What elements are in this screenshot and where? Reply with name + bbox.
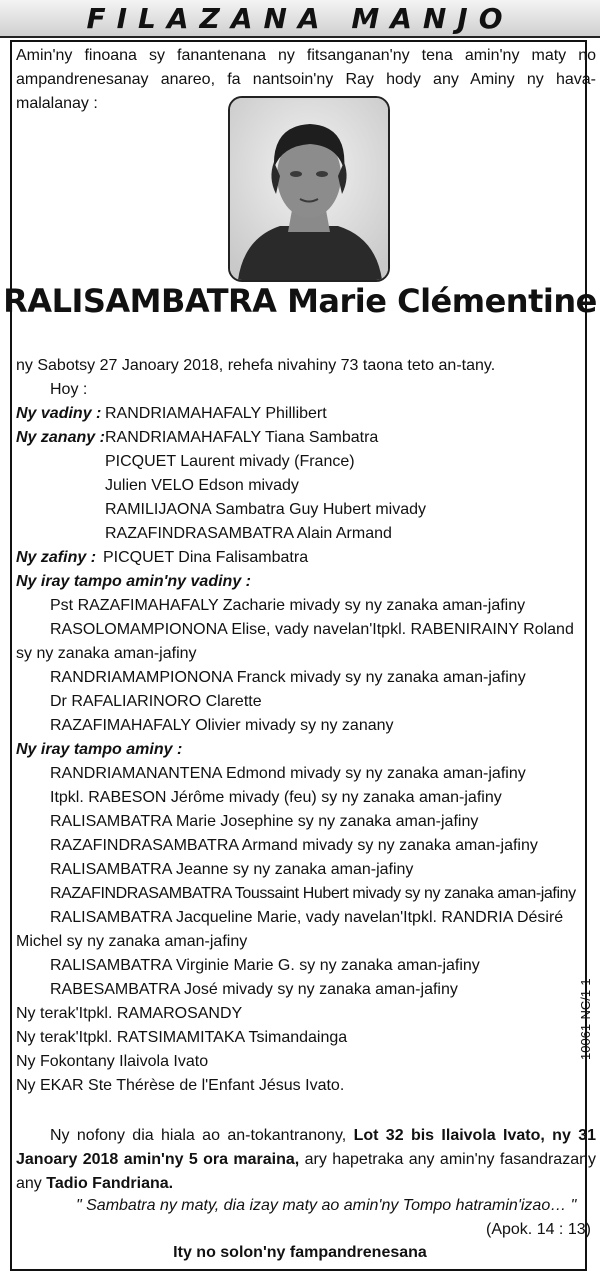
spouse-sibling: RASOLOMAMPIONONA Elise, vady navelan'Itpkl. RABENIRAINY Roland <box>50 621 574 638</box>
child-name: RANDRIAMAHAFALY Tiana Sambatra <box>105 429 379 446</box>
quote-reference: (Apok. 14 : 13) <box>486 1221 591 1238</box>
child-name: PICQUET Laurent mivady (France) <box>105 453 355 470</box>
header-title: FILAZANA MANJO <box>86 2 514 35</box>
sibling: Itpkl. RABESON Jérôme mivady (feu) sy ny zanaka aman-jafiny <box>50 789 502 806</box>
children-label: Ny zanany : <box>16 429 105 446</box>
sibling: RAZAFINDRASAMBATRA Armand mivady sy ny zanaka aman-jafiny <box>50 837 538 854</box>
intro-paragraph: Amin'ny finoana sy fanantenana ny fitsanganan'ny tena amin'ny maty no ampandrenesanay anareo, fa nantsoin'ny Ray hody any Aminy ny hava-malalanay : <box>16 47 596 112</box>
spouse-sibling: Pst RAZAFIMAHAFALY Zacharie mivady sy ny zanaka aman-jafiny <box>50 597 526 614</box>
burial-place: Tadio Fandriana. <box>46 1175 174 1192</box>
spouse-label: Ny vadiny : <box>16 405 102 422</box>
spouse-sibling-cont: sy ny zanaka aman-jafiny <box>16 645 197 662</box>
community-line: Ny Fokontany Ilaivola Ivato <box>16 1053 209 1070</box>
relatives-line: Ny terak'Itpkl. RATSIMAMITAKA Tsimandainga <box>16 1029 348 1046</box>
spouse-sibling: RANDRIAMAMPIONONA Franck mivady sy ny zanaka aman-jafiny <box>50 669 526 686</box>
death-date-line: ny Sabotsy 27 Janoary 2018, rehefa nivahiny 73 taona teto an-tany. <box>16 357 496 374</box>
ad-reference-code: 10061-NC/1-1 <box>578 978 593 1060</box>
spouse-name: RANDRIAMAHAFALY Phillibert <box>105 405 327 422</box>
closing-line: Ity no solon'ny fampandrenesana <box>173 1244 427 1261</box>
sibling: RALISAMBATRA Jacqueline Marie, vady navelan'Itpkl. RANDRIA Désiré <box>50 909 564 926</box>
relatives-line: Ny terak'Itpkl. RAMAROSANDY <box>16 1005 243 1022</box>
funeral-location: Lot 32 bis Ilaivola Ivato, ny 31 Janoary 2018 amin'ny 5 ora maraina, <box>16 1127 597 1168</box>
bible-quote: " Sambatra ny maty, dia izay maty ao amin'ny Tompo hatramin'izao… " <box>76 1197 577 1214</box>
siblings-label: Ny iray tampo aminy : <box>16 741 183 758</box>
spouse-sibling: RAZAFIMAHAFALY Olivier mivady sy ny zanany <box>50 717 394 734</box>
sibling: RALISAMBATRA Virginie Marie G. sy ny zanaka aman-jafiny <box>50 957 480 974</box>
funeral-text: ary hapetraka any amin'ny fasandrazany any <box>16 1151 596 1192</box>
grandchild-name: PICQUET Dina Falisambatra <box>103 549 309 566</box>
grandchildren-label: Ny zafiny : <box>16 549 97 566</box>
deceased-name: RALISAMBATRA Marie Clémentine <box>3 282 597 320</box>
child-name: RAMILIJAONA Sambatra Guy Hubert mivady <box>105 501 426 518</box>
funeral-paragraph <box>16 1124 596 1196</box>
sibling: RAZAFINDRASAMBATRA Toussaint Hubert mivady sy ny zanaka aman-jafiny <box>50 885 576 902</box>
sibling: RANDRIAMANANTENA Edmond mivady sy ny zanaka aman-jafiny <box>50 765 526 782</box>
child-name: RAZAFINDRASAMBATRA Alain Armand <box>105 525 392 542</box>
deceased-photo <box>228 96 390 282</box>
sibling: RABESAMBATRA José mivady sy ny zanaka aman-jafiny <box>50 981 458 998</box>
spouse-siblings-label: Ny iray tampo amin'ny vadiny : <box>16 573 251 590</box>
sibling-cont: Michel sy ny zanaka aman-jafiny <box>16 933 248 950</box>
sibling: RALISAMBATRA Jeanne sy ny zanaka aman-jafiny <box>50 861 414 878</box>
header-banner <box>0 0 600 38</box>
child-name: Julien VELO Edson mivady <box>105 477 299 494</box>
funeral-text: Ny nofony dia hiala ao an-tokantranony, <box>50 1127 347 1144</box>
hoy-label: Hoy : <box>50 381 88 398</box>
sibling: RALISAMBATRA Marie Josephine sy ny zanaka aman-jafiny <box>50 813 479 830</box>
portrait-image <box>230 98 388 280</box>
church-line: Ny EKAR Ste Thérèse de l'Enfant Jésus Ivato. <box>16 1077 345 1094</box>
spouse-sibling: Dr RAFALIARINORO Clarette <box>50 693 262 710</box>
